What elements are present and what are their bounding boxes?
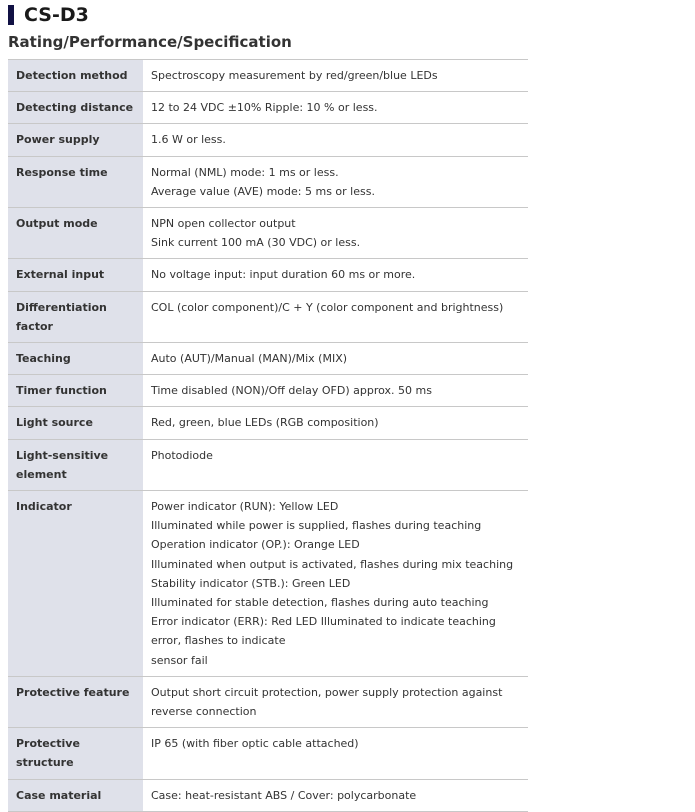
spec-value-line: Error indicator (ERR): Red LED Illuminated to indicate teaching error, flashes to indicate <box>151 615 496 648</box>
spec-row-teaching <box>8 343 528 375</box>
spec-row-case-material <box>8 779 528 811</box>
spec-value-line: 12 to 24 VDC ±10% Ripple: 10 % or less. <box>151 101 378 115</box>
spec-label: Response time <box>8 156 143 207</box>
spec-value-line: Spectroscopy measurement by red/green/blue LEDs <box>151 69 438 82</box>
spec-value-line: Illuminated while power is supplied, flashes during teaching <box>151 519 482 533</box>
spec-value <box>143 208 528 259</box>
spec-label: Light source <box>8 407 143 439</box>
title-accent-bar <box>8 5 14 25</box>
spec-table <box>8 59 528 812</box>
spec-row-indicator <box>8 491 528 677</box>
spec-row-light-sensitive-element <box>8 439 528 490</box>
spec-value <box>143 407 528 439</box>
spec-label: Detecting distance <box>8 92 143 124</box>
spec-label: External input <box>8 259 143 291</box>
spec-value-line: Average value (AVE) mode: 5 ms or less. <box>151 184 375 198</box>
spec-value <box>143 259 528 291</box>
spec-value <box>143 60 528 92</box>
spec-value <box>143 291 528 342</box>
spec-row-response-time <box>8 156 528 207</box>
spec-value <box>143 439 528 490</box>
spec-row-timer-function <box>8 375 528 407</box>
spec-value-line: NPN open collector output <box>151 217 296 231</box>
section-title: Rating/Performance/Specification <box>8 33 292 51</box>
spec-value <box>143 676 528 727</box>
product-title: CS-D3 <box>24 4 89 26</box>
spec-row-protective-feature <box>8 676 528 727</box>
spec-row-external-input <box>8 259 528 291</box>
spec-label: Power supply <box>8 124 143 156</box>
spec-value-line: Time disabled (NON)/Off delay OFD) approx. 50 ms <box>151 384 432 398</box>
spec-label: Timer function <box>8 375 143 407</box>
spec-value-line: Case: heat-resistant ABS / Cover: polycarbonate <box>151 788 417 802</box>
spec-value-line: Photodiode <box>151 448 213 462</box>
spec-value-line: Normal (NML) mode: 1 ms or less. <box>151 165 339 179</box>
spec-row-differentiation-factor <box>8 291 528 342</box>
spec-label: Differentiation factor <box>8 291 143 342</box>
spec-value-line: COL (color component)/C + Y (color component and brightness) <box>151 300 504 314</box>
spec-value-line: Power indicator (RUN): Yellow LED <box>151 500 339 514</box>
spec-row-output-mode <box>8 208 528 259</box>
spec-value <box>143 124 528 156</box>
spec-row-detection-method <box>8 60 528 92</box>
spec-label: Indicator <box>8 491 143 677</box>
spec-label: Protective feature <box>8 676 143 727</box>
spec-value <box>143 491 528 677</box>
spec-value <box>143 343 528 375</box>
spec-label: Teaching <box>8 343 143 375</box>
spec-row-power-supply <box>8 124 528 156</box>
spec-value-line: No voltage input: input duration 60 ms or more. <box>151 268 416 282</box>
spec-value <box>143 156 528 207</box>
spec-value-line: Stability indicator (STB.): Green LED <box>151 576 351 590</box>
spec-value-line: Red, green, blue LEDs (RGB composition) <box>151 416 379 430</box>
spec-value <box>143 779 528 811</box>
spec-label: Light-sensitive element <box>8 439 143 490</box>
spec-row-protective-structure <box>8 728 528 779</box>
spec-label: Case material <box>8 779 143 811</box>
spec-value-line: Illuminated for stable detection, flashes during auto teaching <box>151 596 489 610</box>
spec-value-line: 1.6 W or less. <box>151 133 226 147</box>
spec-label: Protective structure <box>8 728 143 779</box>
spec-label: Output mode <box>8 208 143 259</box>
spec-value-line: Output short circuit protection, power supply protection against reverse connection <box>151 685 503 719</box>
spec-value-line: Illuminated when output is activated, flashes during mix teaching <box>151 557 514 571</box>
spec-value <box>143 92 528 124</box>
product-header <box>8 4 89 26</box>
spec-value-line: Auto (AUT)/Manual (MAN)/Mix (MIX) <box>151 352 348 366</box>
spec-value-line: sensor fail <box>151 653 208 667</box>
spec-row-detecting-distance <box>8 92 528 124</box>
spec-value-line: Sink current 100 mA (30 VDC) or less. <box>151 236 361 250</box>
spec-value <box>143 728 528 779</box>
spec-label: Detection method <box>8 60 143 92</box>
spec-value-line: Operation indicator (OP.): Orange LED <box>151 538 360 552</box>
spec-value-line: IP 65 (with fiber optic cable attached) <box>151 737 359 751</box>
spec-value <box>143 375 528 407</box>
spec-row-light-source <box>8 407 528 439</box>
